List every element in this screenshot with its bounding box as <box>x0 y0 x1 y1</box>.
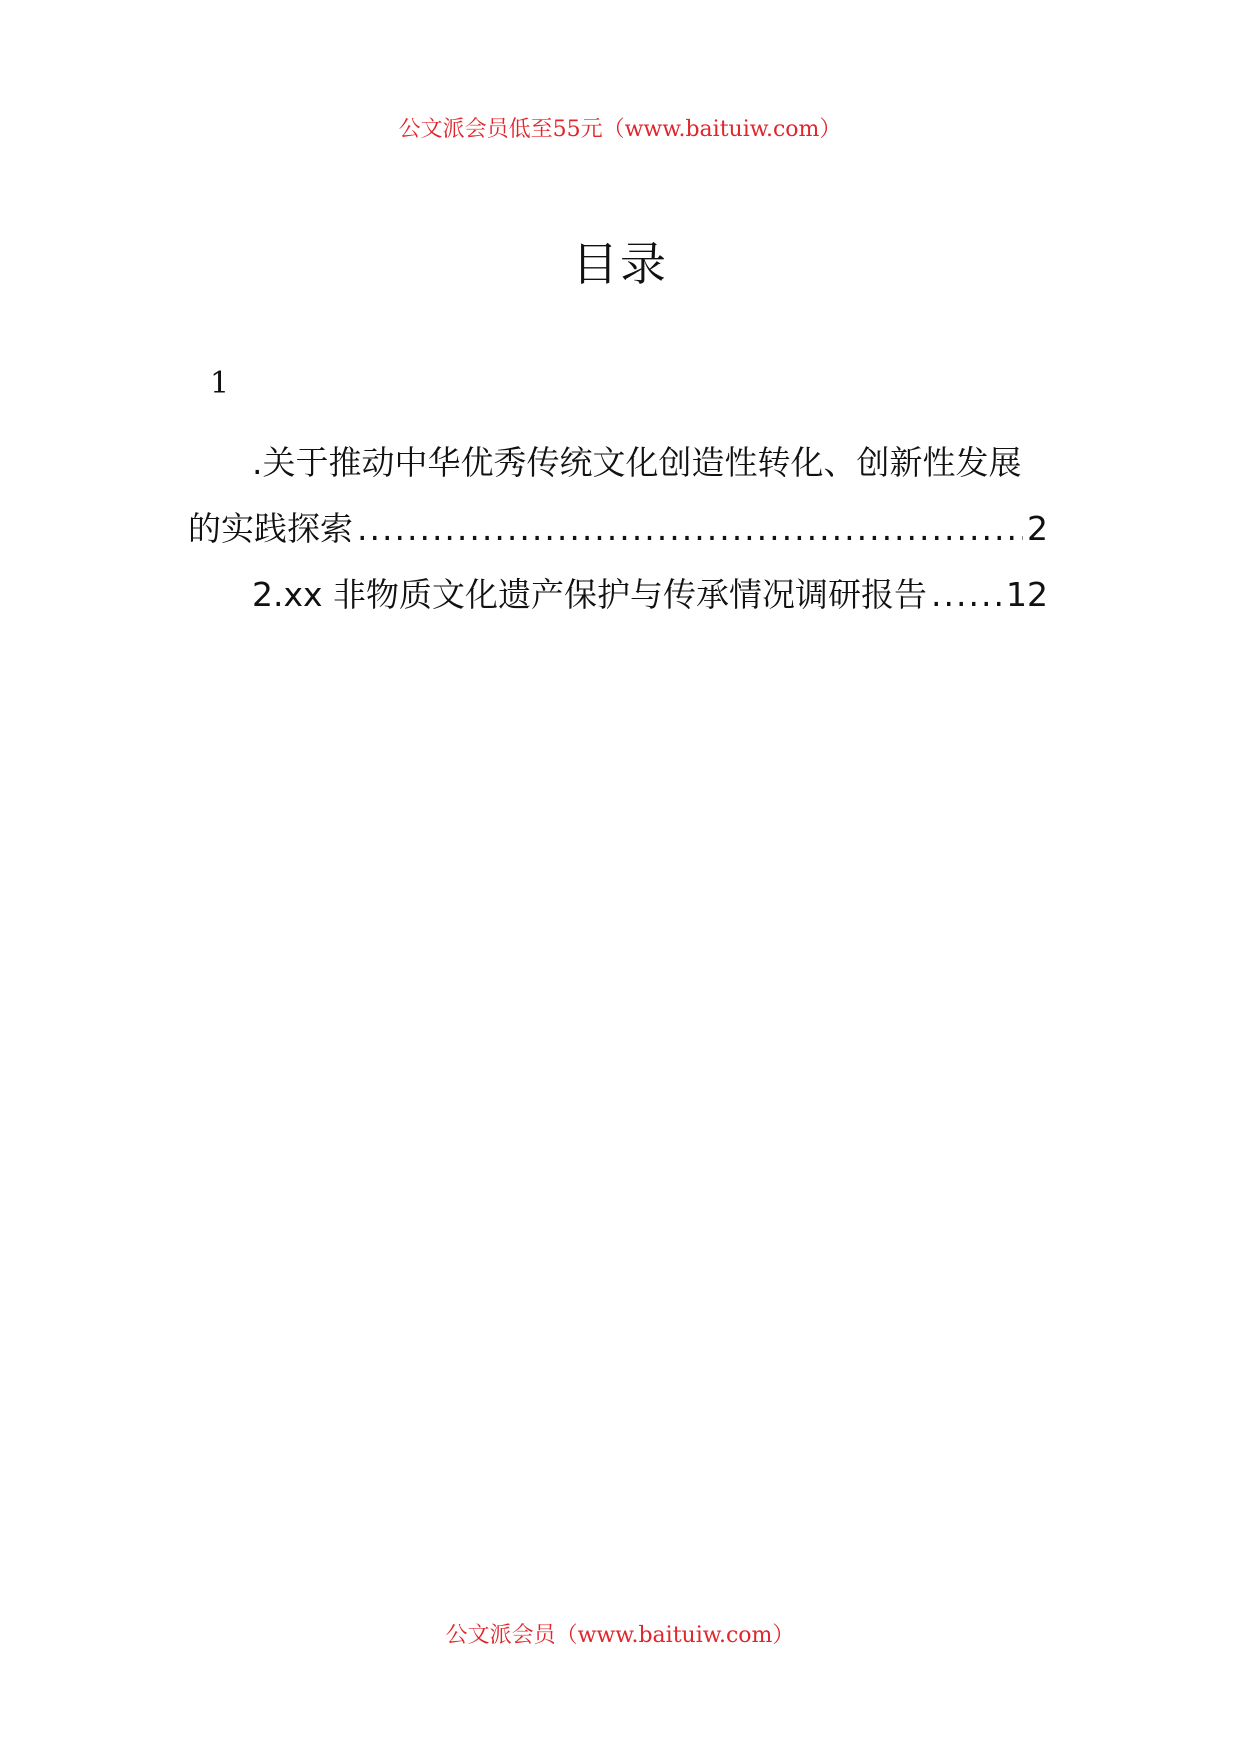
toc-entry-2[interactable] <box>188 562 1048 628</box>
footer-ad-link[interactable]: 公文派会员（www.baituiw.com） <box>445 1623 795 1648</box>
table-of-contents <box>188 430 1048 628</box>
toc-entry-1-dot-leader <box>357 496 1023 562</box>
toc-entry-2-page-number: 12 <box>1006 575 1048 614</box>
toc-entry-1[interactable] <box>188 430 1048 562</box>
toc-entry-1-title-line1: .关于推动中华优秀传统文化创造性转化、创新性发展 <box>252 443 1022 482</box>
toc-entry-2-title: 2.xx 非物质文化遗产保护与传承情况调研报告 <box>252 575 928 614</box>
toc-entry-1-page-number: 2 <box>1027 509 1048 548</box>
page-title: 目录 <box>572 237 668 291</box>
toc-entry-2-dot-leader <box>931 562 1002 628</box>
toc-entry-1-title-line2: 的实践探索 <box>188 509 353 548</box>
toc-number-fragment: 1 <box>210 366 230 401</box>
header-ad-link[interactable]: 公文派会员低至55元（www.baituiw.com） <box>398 117 842 142</box>
